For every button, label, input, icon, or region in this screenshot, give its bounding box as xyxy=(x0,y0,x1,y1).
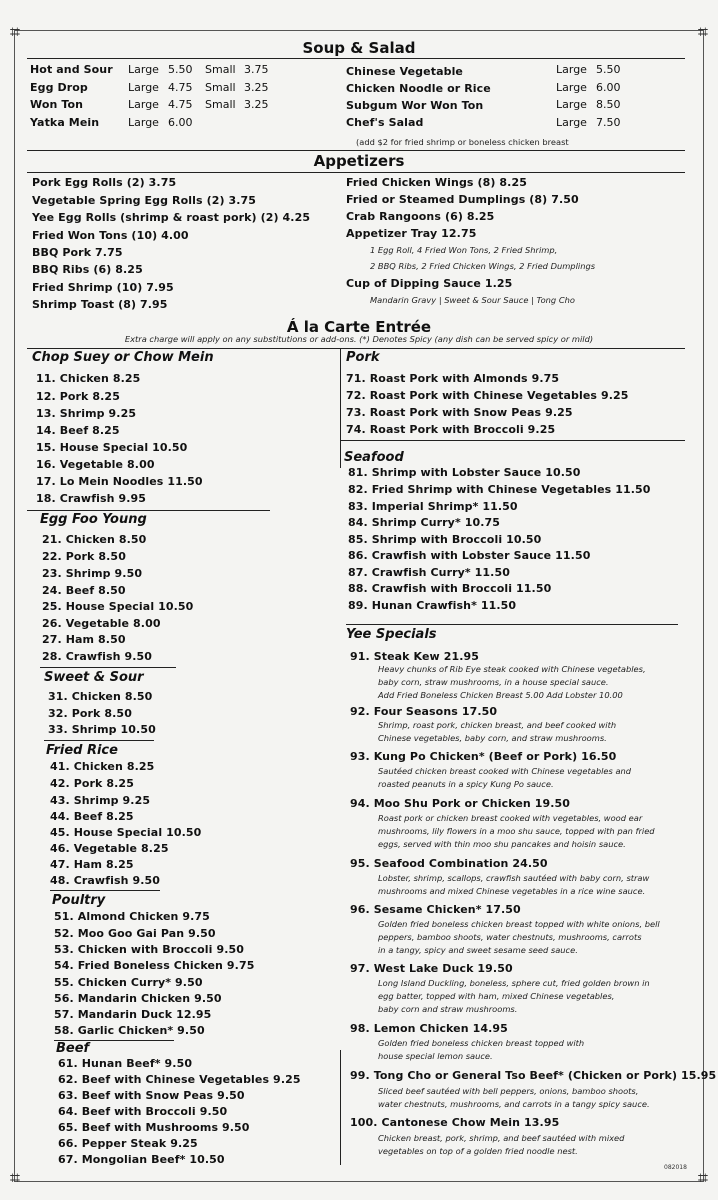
menu-item: 18. Crawfish 9.95 xyxy=(36,492,147,505)
menu-item: 87. Crawfish Curry* 11.50 xyxy=(348,566,510,579)
menu-item: 81. Shrimp with Lobster Sauce 10.50 xyxy=(348,466,581,479)
yee-specials-title: Yee Specials xyxy=(346,627,437,642)
price: 3.75 xyxy=(244,63,269,76)
size-label: Large xyxy=(556,116,587,129)
menu-item: 23. Shrimp 9.50 xyxy=(42,567,143,580)
menu-item: 73. Roast Pork with Snow Peas 9.25 xyxy=(346,406,573,419)
size-label: Large xyxy=(556,81,587,94)
menu-item: 58. Garlic Chicken* 9.50 xyxy=(54,1024,205,1037)
menu-item: 57. Mandarin Duck 12.95 xyxy=(54,1008,212,1021)
item-description: Chinese vegetables, baby corn, and straw mushrooms. xyxy=(378,733,607,743)
special-item: 92. Four Seasons 17.50 xyxy=(350,705,498,718)
item-description: Mandarin Gravy | Sweet & Sour Sauce | Tong Cho xyxy=(370,295,575,305)
menu-item: 89. Hunan Crawfish* 11.50 xyxy=(348,599,517,612)
menu-item: 13. Shrimp 9.25 xyxy=(36,407,137,420)
appetizer-item: Fried Shrimp (10) 7.95 xyxy=(32,281,174,294)
eggfoo-title: Egg Foo Young xyxy=(40,512,147,527)
poultry-title: Poultry xyxy=(52,893,106,908)
size-label: Small xyxy=(205,63,236,76)
menu-item: 11. Chicken 8.25 xyxy=(36,372,141,385)
menu-item: 25. House Special 10.50 xyxy=(42,600,194,613)
divider xyxy=(27,510,270,511)
special-item: 98. Lemon Chicken 14.95 xyxy=(350,1022,508,1035)
menu-item: 47. Ham 8.25 xyxy=(50,858,134,871)
menu-item: 51. Almond Chicken 9.75 xyxy=(54,910,210,923)
divider xyxy=(27,150,685,151)
item-description: Shrimp, roast pork, chicken breast, and beef cooked with xyxy=(378,720,617,730)
menu-item: 28. Crawfish 9.50 xyxy=(42,650,153,663)
appetizer-item: Crab Rangoons (6) 8.25 xyxy=(346,210,495,223)
menu-item: 55. Chicken Curry* 9.50 xyxy=(54,976,203,989)
divider xyxy=(50,890,160,891)
menu-item: 74. Roast Pork with Broccoli 9.25 xyxy=(346,423,556,436)
special-item: 95. Seafood Combination 24.50 xyxy=(350,857,548,870)
soup-name: Subgum Wor Won Ton xyxy=(346,99,484,112)
divider xyxy=(44,740,154,741)
menu-item: 66. Pepper Steak 9.25 xyxy=(58,1137,198,1150)
size-label: Small xyxy=(205,81,236,94)
price: 5.50 xyxy=(596,63,621,76)
soup-note: (add $2 for fried shrimp or boneless chicken breast xyxy=(356,137,569,147)
menu-item: 88. Crawfish with Broccoli 11.50 xyxy=(348,582,552,595)
item-description: Sautéed chicken breast cooked with Chinese vegetables and xyxy=(378,766,632,776)
appetizer-item: Fried Chicken Wings (8) 8.25 xyxy=(346,176,527,189)
appetizer-item: Yee Egg Rolls (shrimp & roast pork) (2) 4.25 xyxy=(32,211,311,224)
seafood-title: Seafood xyxy=(344,450,404,465)
divider xyxy=(27,58,685,59)
special-item: 93. Kung Po Chicken* (Beef or Pork) 16.50 xyxy=(350,750,617,763)
divider xyxy=(340,440,685,441)
special-item: 100. Cantonese Chow Mein 13.95 xyxy=(350,1116,560,1129)
soup-salad-title: Soup & Salad xyxy=(302,39,416,57)
item-description: in a tangy, spicy and sweet sesame seed sauce. xyxy=(378,945,578,955)
menu-item: 65. Beef with Mushrooms 9.50 xyxy=(58,1121,250,1134)
special-item: 99. Tong Cho or General Tso Beef* (Chicken or Pork) 15.95 xyxy=(350,1069,717,1082)
soup-name: Egg Drop xyxy=(30,81,88,94)
menu-item: 32. Pork 8.50 xyxy=(48,707,132,720)
menu-item: 27. Ham 8.50 xyxy=(42,633,126,646)
corner-ornament-icon: ⌗ xyxy=(697,22,709,43)
special-item: 96. Sesame Chicken* 17.50 xyxy=(350,903,521,916)
item-description: house special lemon sauce. xyxy=(378,1051,493,1061)
item-description: water chestnuts, mushrooms, and carrots in a tangy spicy sauce. xyxy=(378,1099,650,1109)
special-item: 97. West Lake Duck 19.50 xyxy=(350,962,513,975)
menu-item: 52. Moo Goo Gai Pan 9.50 xyxy=(54,927,216,940)
soup-name: Hot and Sour xyxy=(30,63,113,76)
item-description: Lobster, shrimp, scallops, crawfish sautéed with baby corn, straw xyxy=(378,873,650,883)
divider xyxy=(27,348,685,349)
pork-title: Pork xyxy=(346,350,380,365)
item-description: Long Island Duckling, boneless, sphere cut, fried golden brown in xyxy=(378,978,650,988)
menu-item: 62. Beef with Chinese Vegetables 9.25 xyxy=(58,1073,301,1086)
menu-item: 84. Shrimp Curry* 10.75 xyxy=(348,516,501,529)
soup-name: Chicken Noodle or Rice xyxy=(346,82,491,95)
menu-item: 48. Crawfish 9.50 xyxy=(50,874,161,887)
item-description: egg batter, topped with ham, mixed Chinese vegetables, xyxy=(378,991,615,1001)
item-description: 1 Egg Roll, 4 Fried Won Tons, 2 Fried Shrimp, xyxy=(370,245,558,255)
appetizers-title: Appetizers xyxy=(313,152,405,170)
price: 8.50 xyxy=(596,98,621,111)
column-divider xyxy=(340,1050,341,1165)
column-divider xyxy=(340,348,341,468)
item-description: 2 BBQ Ribs, 2 Fried Chicken Wings, 2 Fried Dumplings xyxy=(370,261,596,271)
corner-ornament-icon: ⌗ xyxy=(697,1168,709,1189)
menu-item: 12. Pork 8.25 xyxy=(36,390,120,403)
size-label: Large xyxy=(128,81,159,94)
item-description: Sliced beef sautéed with bell peppers, onions, bamboo shoots, xyxy=(378,1086,639,1096)
soup-name: Won Ton xyxy=(30,98,84,111)
menu-item: 56. Mandarin Chicken 9.50 xyxy=(54,992,222,1005)
size-label: Large xyxy=(556,63,587,76)
item-description: Roast pork or chicken breast cooked with vegetables, wood ear xyxy=(378,813,643,823)
appetizer-item: Cup of Dipping Sauce 1.25 xyxy=(346,277,513,290)
menu-item: 82. Fried Shrimp with Chinese Vegetables 11.50 xyxy=(348,483,651,496)
appetizer-item: Vegetable Spring Egg Rolls (2) 3.75 xyxy=(32,194,257,207)
menu-item: 24. Beef 8.50 xyxy=(42,584,126,597)
price: 7.50 xyxy=(596,116,621,129)
menu-item: 45. House Special 10.50 xyxy=(50,826,202,839)
item-description: Add Fried Boneless Chicken Breast 5.00 Add Lobster 10.00 xyxy=(378,690,623,700)
menu-item: 72. Roast Pork with Chinese Vegetables 9.25 xyxy=(346,389,629,402)
price: 3.25 xyxy=(244,98,269,111)
chopsuey-title: Chop Suey or Chow Mein xyxy=(32,350,214,365)
special-item: 91. Steak Kew 21.95 xyxy=(350,650,480,663)
menu-item: 67. Mongolian Beef* 10.50 xyxy=(58,1153,225,1166)
soup-name: Yatka Mein xyxy=(30,116,100,129)
alacarte-note: Extra charge will apply on any substitutions or add-ons. (*) Denotes Spicy (any dish can be served spicy or mild) xyxy=(124,334,594,344)
menu-item: 42. Pork 8.25 xyxy=(50,777,134,790)
menu-item: 71. Roast Pork with Almonds 9.75 xyxy=(346,372,560,385)
menu-item: 61. Hunan Beef* 9.50 xyxy=(58,1057,193,1070)
menu-item: 43. Shrimp 9.25 xyxy=(50,794,151,807)
divider xyxy=(27,172,685,173)
size-label: Large xyxy=(556,98,587,111)
item-description: baby corn and straw mushrooms. xyxy=(378,1004,518,1014)
size-label: Small xyxy=(205,98,236,111)
menu-item: 41. Chicken 8.25 xyxy=(50,760,155,773)
item-description: mushrooms, lily flowers in a moo shu sauce, topped with pan fried xyxy=(378,826,655,836)
alacarte-title: Á la Carte Entrée xyxy=(286,318,432,336)
menu-item: 21. Chicken 8.50 xyxy=(42,533,147,546)
menu-item: 64. Beef with Broccoli 9.50 xyxy=(58,1105,228,1118)
special-item: 94. Moo Shu Pork or Chicken 19.50 xyxy=(350,797,571,810)
price: 3.25 xyxy=(244,81,269,94)
beef-title: Beef xyxy=(56,1041,90,1056)
item-description: roasted peanuts in a spicy Kung Po sauce. xyxy=(378,779,554,789)
item-description: Heavy chunks of Rib Eye steak cooked with Chinese vegetables, xyxy=(378,664,646,674)
menu-item: 83. Imperial Shrimp* 11.50 xyxy=(348,500,518,513)
menu-item: 54. Fried Boneless Chicken 9.75 xyxy=(54,959,255,972)
item-description: baby corn, straw mushrooms, in a house special sauce. xyxy=(378,677,609,687)
menu-item: 14. Beef 8.25 xyxy=(36,424,120,437)
menu-item: 46. Vegetable 8.25 xyxy=(50,842,169,855)
appetizer-item: Pork Egg Rolls (2) 3.75 xyxy=(32,176,177,189)
appetizer-item: BBQ Ribs (6) 8.25 xyxy=(32,263,143,276)
item-description: vegetables on top of a golden fried noodle nest. xyxy=(378,1146,578,1156)
menu-item: 31. Chicken 8.50 xyxy=(48,690,153,703)
price: 6.00 xyxy=(168,116,193,129)
item-description: eggs, served with thin moo shu pancakes and hoisin sauce. xyxy=(378,839,626,849)
print-code: 082018 xyxy=(664,1164,687,1171)
friedrice-title: Fried Rice xyxy=(46,743,118,758)
menu-item: 15. House Special 10.50 xyxy=(36,441,188,454)
size-label: Large xyxy=(128,63,159,76)
menu-item: 22. Pork 8.50 xyxy=(42,550,126,563)
item-description: mushrooms and mixed Chinese vegetables in a rice wine sauce. xyxy=(378,886,646,896)
menu-item: 33. Shrimp 10.50 xyxy=(48,723,156,736)
appetizer-item: Shrimp Toast (8) 7.95 xyxy=(32,298,168,311)
menu-item: 85. Shrimp with Broccoli 10.50 xyxy=(348,533,542,546)
price: 5.50 xyxy=(168,63,193,76)
menu-item: 16. Vegetable 8.00 xyxy=(36,458,155,471)
corner-ornament-icon: ⌗ xyxy=(9,22,21,43)
menu-item: 63. Beef with Snow Peas 9.50 xyxy=(58,1089,245,1102)
price: 6.00 xyxy=(596,81,621,94)
soup-name: Chinese Vegetable xyxy=(346,65,463,78)
divider xyxy=(40,667,176,668)
item-description: Golden fried boneless chicken breast topped with xyxy=(378,1038,585,1048)
menu-item: 86. Crawfish with Lobster Sauce 11.50 xyxy=(348,549,591,562)
soup-name: Chef's Salad xyxy=(346,116,424,129)
price: 4.75 xyxy=(168,81,193,94)
menu-item: 26. Vegetable 8.00 xyxy=(42,617,161,630)
item-description: Golden fried boneless chicken breast topped with white onions, bell xyxy=(378,919,660,929)
appetizer-item: Appetizer Tray 12.75 xyxy=(346,227,477,240)
size-label: Large xyxy=(128,116,159,129)
appetizer-item: Fried or Steamed Dumplings (8) 7.50 xyxy=(346,193,579,206)
corner-ornament-icon: ⌗ xyxy=(9,1168,21,1189)
appetizer-item: Fried Won Tons (10) 4.00 xyxy=(32,229,189,242)
appetizer-item: BBQ Pork 7.75 xyxy=(32,246,123,259)
sweetsour-title: Sweet & Sour xyxy=(44,670,144,685)
divider xyxy=(346,624,678,625)
menu-item: 44. Beef 8.25 xyxy=(50,810,134,823)
price: 4.75 xyxy=(168,98,193,111)
item-description: Chicken breast, pork, shrimp, and beef sautéed with mixed xyxy=(378,1133,625,1143)
menu-item: 53. Chicken with Broccoli 9.50 xyxy=(54,943,244,956)
item-description: peppers, bamboo shoots, water chestnuts, mushrooms, carrots xyxy=(378,932,642,942)
size-label: Large xyxy=(128,98,159,111)
menu-item: 17. Lo Mein Noodles 11.50 xyxy=(36,475,203,488)
